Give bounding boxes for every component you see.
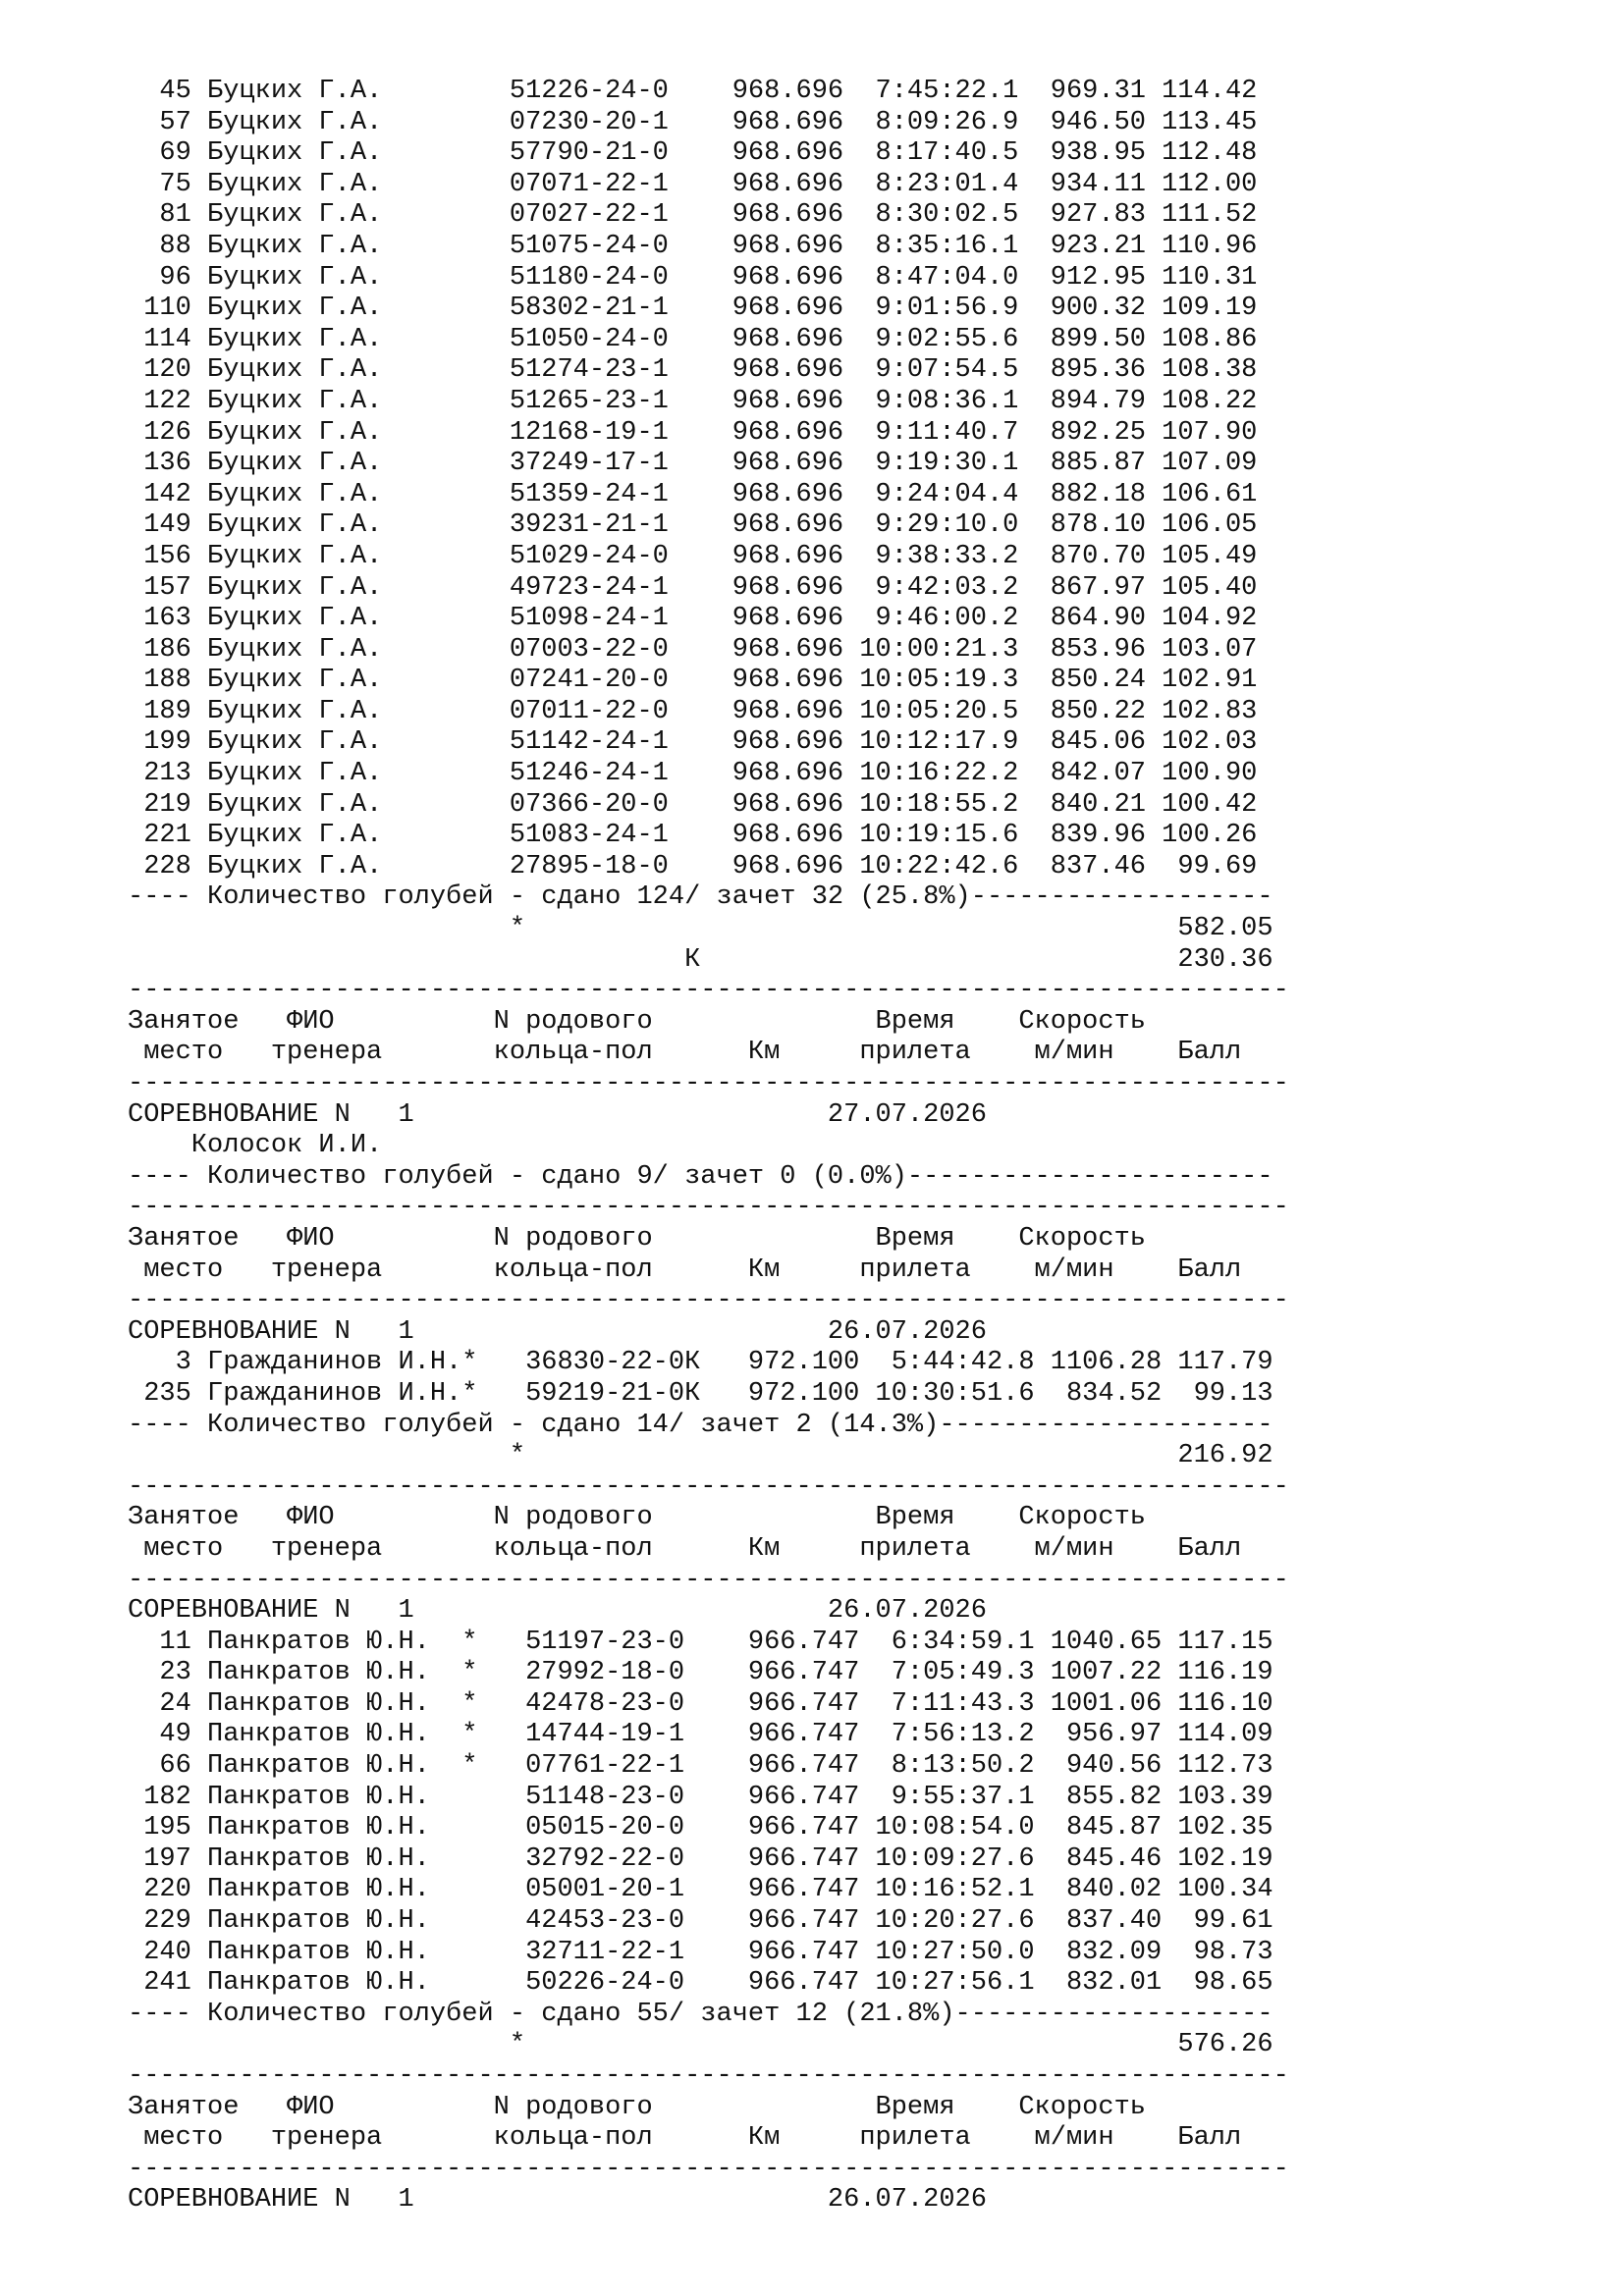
result-row: 157 Буцких Г.А. 49723-24-1 968.696 9:42:03.2 867.97 105.40 <box>128 572 1258 603</box>
result-row: 136 Буцких Г.А. 37249-17-1 968.696 9:19:30.1 885.87 107.09 <box>128 449 1258 479</box>
participant-name: Колосок И.И. <box>128 1131 383 1161</box>
results-report <box>128 77 1289 2216</box>
points-total-row: * 216.92 <box>128 1441 1273 1471</box>
result-row: 221 Буцких Г.А. 51083-24-1 968.696 10:19:15.6 839.96 100.26 <box>128 821 1258 851</box>
table-column-header: Занятое ФИО N родового Время Скорость <box>128 2092 1146 2122</box>
result-row: 81 Буцких Г.А. 07027-22-1 968.696 8:30:02.5 927.83 111.52 <box>128 200 1258 231</box>
separator-line: ------------------------------------------------------------------------- <box>128 1471 1289 1502</box>
result-row: 149 Буцких Г.А. 39231-21-1 968.696 9:29:10.0 878.10 106.05 <box>128 510 1258 541</box>
result-row: 45 Буцких Г.А. 51226-24-0 968.696 7:45:22.1 969.31 114.42 <box>128 77 1258 106</box>
pigeon-count-summary: ---- Количество голубей - сдано 9/ зачет 0 (0.0%)----------------------- <box>128 1161 1273 1192</box>
result-row: 11 Панкратов Ю.Н. * 51197-23-0 966.747 6:34:59.1 1040.65 117.15 <box>128 1627 1273 1657</box>
separator-line: ------------------------------------------------------------------------- <box>128 1565 1289 1595</box>
result-row: 122 Буцких Г.А. 51265-23-1 968.696 9:08:36.1 894.79 108.22 <box>128 386 1258 416</box>
competition-header: СОРЕВНОВАНИЕ N 1 27.07.2026 <box>128 1099 987 1130</box>
result-row: 197 Панкратов Ю.Н. 32792-22-0 966.747 10:09:27.6 845.46 102.19 <box>128 1843 1273 1874</box>
result-row: 219 Буцких Г.А. 07366-20-0 968.696 10:18:55.2 840.21 100.42 <box>128 789 1258 820</box>
points-total-row: * 576.26 <box>128 2030 1273 2060</box>
separator-line: ------------------------------------------------------------------------- <box>128 1069 1289 1098</box>
result-row: 186 Буцких Г.А. 07003-22-0 968.696 10:00:21.3 853.96 103.07 <box>128 634 1258 665</box>
table-column-header: место тренера кольца-пол Км прилета м/мин Балл <box>128 1038 1242 1068</box>
separator-line: ------------------------------------------------------------------------- <box>128 1193 1289 1223</box>
result-row: 49 Панкратов Ю.Н. * 14744-19-1 966.747 7:56:13.2 956.97 114.09 <box>128 1720 1273 1750</box>
result-row: 120 Буцких Г.А. 51274-23-1 968.696 9:07:54.5 895.36 108.38 <box>128 355 1258 386</box>
points-total-row: К 230.36 <box>128 944 1273 975</box>
separator-line: ------------------------------------------------------------------------- <box>128 2154 1289 2184</box>
result-row: 69 Буцких Г.А. 57790-21-0 968.696 8:17:40.5 938.95 112.48 <box>128 138 1258 169</box>
result-row: 235 Гражданинов И.Н.* 59219-21-0К 972.100 10:30:51.6 834.52 99.13 <box>128 1378 1273 1409</box>
competition-header: СОРЕВНОВАНИЕ N 1 26.07.2026 <box>128 1316 987 1347</box>
table-column-header: место тренера кольца-пол Км прилета м/мин Балл <box>128 1533 1242 1564</box>
result-row: 57 Буцких Г.А. 07230-20-1 968.696 8:09:26.9 946.50 113.45 <box>128 107 1258 137</box>
separator-line: ------------------------------------------------------------------------- <box>128 1286 1289 1316</box>
result-row: 189 Буцких Г.А. 07011-22-0 968.696 10:05:20.5 850.22 102.83 <box>128 696 1258 726</box>
result-row: 199 Буцких Г.А. 51142-24-1 968.696 10:12:17.9 845.06 102.03 <box>128 727 1258 758</box>
result-row: 182 Панкратов Ю.Н. 51148-23-0 966.747 9:55:37.1 855.82 103.39 <box>128 1782 1273 1812</box>
result-row: 114 Буцких Г.А. 51050-24-0 968.696 9:02:55.6 899.50 108.86 <box>128 324 1258 354</box>
result-row: 241 Панкратов Ю.Н. 50226-24-0 966.747 10:27:56.1 832.01 98.65 <box>128 1968 1273 1999</box>
result-row: 88 Буцких Г.А. 51075-24-0 968.696 8:35:16.1 923.21 110.96 <box>128 231 1258 261</box>
pigeon-count-summary: ---- Количество голубей - сдано 55/ зачет 12 (21.8%)-------------------- <box>128 1999 1273 2029</box>
result-row: 228 Буцких Г.А. 27895-18-0 968.696 10:22:42.6 837.46 99.69 <box>128 851 1258 881</box>
result-row: 156 Буцких Г.А. 51029-24-0 968.696 9:38:33.2 870.70 105.49 <box>128 541 1258 571</box>
table-column-header: Занятое ФИО N родового Время Скорость <box>128 1503 1146 1533</box>
result-row: 213 Буцких Г.А. 51246-24-1 968.696 10:16:22.2 842.07 100.90 <box>128 759 1258 789</box>
points-total-row: * 582.05 <box>128 914 1273 944</box>
table-column-header: Занятое ФИО N родового Время Скорость <box>128 1223 1146 1254</box>
table-column-header: место тренера кольца-пол Км прилета м/мин Балл <box>128 2123 1242 2154</box>
result-row: 142 Буцких Г.А. 51359-24-1 968.696 9:24:04.4 882.18 106.61 <box>128 479 1258 509</box>
result-row: 163 Буцких Г.А. 51098-24-1 968.696 9:46:00.2 864.90 104.92 <box>128 604 1258 634</box>
competition-header: СОРЕВНОВАНИЕ N 1 26.07.2026 <box>128 2185 987 2216</box>
competition-header: СОРЕВНОВАНИЕ N 1 26.07.2026 <box>128 1596 987 1627</box>
result-row: 23 Панкратов Ю.Н. * 27992-18-0 966.747 7:05:49.3 1007.22 116.19 <box>128 1658 1273 1688</box>
table-column-header: Занятое ФИО N родового Время Скорость <box>128 1006 1146 1037</box>
result-row: 126 Буцких Г.А. 12168-19-1 968.696 9:11:40.7 892.25 107.90 <box>128 417 1258 448</box>
result-row: 110 Буцких Г.А. 58302-21-1 968.696 9:01:56.9 900.32 109.19 <box>128 294 1258 324</box>
result-row: 75 Буцких Г.А. 07071-22-1 968.696 8:23:01.4 934.11 112.00 <box>128 169 1258 199</box>
result-row: 229 Панкратов Ю.Н. 42453-23-0 966.747 10:20:27.6 837.40 99.61 <box>128 1906 1273 1937</box>
table-column-header: место тренера кольца-пол Км прилета м/мин Балл <box>128 1255 1242 1285</box>
separator-line: ------------------------------------------------------------------------- <box>128 976 1289 1006</box>
pigeon-count-summary: ---- Количество голубей - сдано 124/ зачет 32 (25.8%)------------------- <box>128 882 1273 913</box>
separator-line: ------------------------------------------------------------------------- <box>128 2061 1289 2091</box>
result-row: 96 Буцких Г.А. 51180-24-0 968.696 8:47:04.0 912.95 110.31 <box>128 262 1258 293</box>
result-row: 240 Панкратов Ю.Н. 32711-22-1 966.747 10:27:50.0 832.09 98.73 <box>128 1937 1273 1967</box>
result-row: 195 Панкратов Ю.Н. 05015-20-0 966.747 10:08:54.0 845.87 102.35 <box>128 1813 1273 1843</box>
result-row: 188 Буцких Г.А. 07241-20-0 968.696 10:05:19.3 850.24 102.91 <box>128 666 1258 696</box>
result-row: 220 Панкратов Ю.Н. 05001-20-1 966.747 10:16:52.1 840.02 100.34 <box>128 1875 1273 1905</box>
result-row: 66 Панкратов Ю.Н. * 07761-22-1 966.747 8:13:50.2 940.56 112.73 <box>128 1751 1273 1782</box>
result-row: 3 Гражданинов И.Н.* 36830-22-0К 972.100 5:44:42.8 1106.28 117.79 <box>128 1348 1273 1378</box>
result-row: 24 Панкратов Ю.Н. * 42478-23-0 966.747 7:11:43.3 1001.06 116.10 <box>128 1688 1273 1719</box>
pigeon-count-summary: ---- Количество голубей - сдано 14/ зачет 2 (14.3%)--------------------- <box>128 1410 1273 1440</box>
